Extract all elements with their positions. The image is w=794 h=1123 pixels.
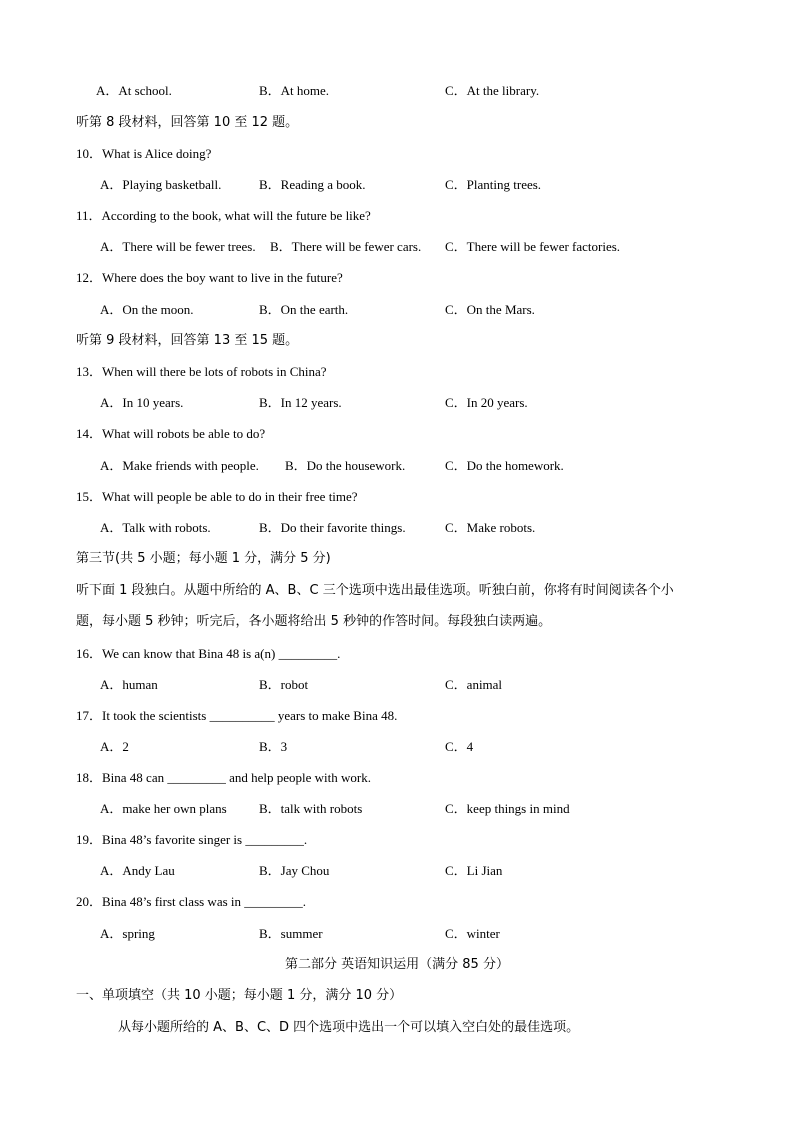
q14-stem: 14．What will robots be able to do? <box>76 426 266 441</box>
q10-option-b: B．Reading a book. <box>259 177 366 192</box>
q20-stem: 20．Bina 48’s first class was in _________. <box>76 894 307 909</box>
q18-stem: 18．Bina 48 can _________ and help people with work. <box>76 770 371 785</box>
q17-option-c: C．4 <box>445 739 474 754</box>
q15-option-b: B．Do their favorite things. <box>259 520 406 535</box>
q10-option-c: C．Planting trees. <box>445 177 542 192</box>
q16-option-b: B．robot <box>259 677 309 692</box>
part3-instructions-line2: 题，每小题 5 秒钟；听完后，各小题将给出 5 秒钟的作答时间。每段独白读两遍。 <box>76 614 552 629</box>
part3-instructions-line1: 听下面 1 段独白。从题中所给的 A、B、C 三个选项中选出最佳选项。听独白前，你将有时间阅读各个小 <box>76 583 674 598</box>
q11-stem: 11．According to the book, what will the future be like? <box>76 208 371 223</box>
section9-intro: 听第 9 段材料，回答第 13 至 15 题。 <box>76 333 299 348</box>
part3-header: 第三节(共 5 小题；每小题 1 分，满分 5 分) <box>76 551 331 566</box>
q12-stem: 12．Where does the boy want to live in the future? <box>76 270 343 285</box>
q20-option-b: B．summer <box>259 926 323 941</box>
q13-option-b: B．In 12 years. <box>259 395 342 410</box>
q18-option-a: A．make her own plans <box>100 801 227 816</box>
q17-stem: 17．It took the scientists __________ years to make Bina 48. <box>76 708 398 723</box>
q19-option-b: B．Jay Chou <box>259 863 330 878</box>
q13-option-a: A．In 10 years. <box>100 395 184 410</box>
part2-title: 第二部分 英语知识运用（满分 85 分） <box>285 957 509 972</box>
q17-option-b: B．3 <box>259 739 288 754</box>
q20-option-a: A．spring <box>100 926 155 941</box>
section1-instructions: 从每小题所给的 A、B、C、D 四个选项中选出一个可以填入空白处的最佳选项。 <box>118 1020 580 1035</box>
q9-option-a: A．At school. <box>96 83 172 98</box>
q18-option-b: B．talk with robots <box>259 801 363 816</box>
q16-option-a: A．human <box>100 677 158 692</box>
section8-intro: 听第 8 段材料，回答第 10 至 12 题。 <box>76 115 299 130</box>
q19-option-a: A．Andy Lau <box>100 863 175 878</box>
q10-stem: 10．What is Alice doing? <box>76 146 212 161</box>
q15-option-c: C．Make robots. <box>445 520 536 535</box>
q13-option-c: C．In 20 years. <box>445 395 528 410</box>
q18-option-c: C．keep things in mind <box>445 801 570 816</box>
q15-option-a: A．Talk with robots. <box>100 520 211 535</box>
section1-header: 一、单项填空（共 10 小题；每小题 1 分，满分 10 分） <box>76 988 403 1003</box>
q15-stem: 15．What will people be able to do in their free time? <box>76 489 358 504</box>
q13-stem: 13．When will there be lots of robots in China? <box>76 364 327 379</box>
q17-option-a: A．2 <box>100 739 129 754</box>
q19-option-c: C．Li Jian <box>445 863 503 878</box>
q16-option-c: C．animal <box>445 677 503 692</box>
q9-option-c: C．At the library. <box>445 83 540 98</box>
q14-option-c: C．Do the homework. <box>445 458 564 473</box>
q12-option-b: B．On the earth. <box>259 302 349 317</box>
q14-option-a: A．Make friends with people. <box>100 458 259 473</box>
q19-stem: 19．Bina 48’s favorite singer is _________. <box>76 832 308 847</box>
q12-option-a: A．On the moon. <box>100 302 194 317</box>
q9-option-b: B．At home. <box>259 83 330 98</box>
q16-stem: 16．We can know that Bina 48 is a(n) _________. <box>76 646 341 661</box>
q11-option-c: C．There will be fewer factories. <box>445 239 621 254</box>
q14-option-b: B．Do the housework. <box>285 458 406 473</box>
q10-option-a: A．Playing basketball. <box>100 177 222 192</box>
q20-option-c: C．winter <box>445 926 500 941</box>
q11-option-b: B．There will be fewer cars. <box>270 239 422 254</box>
q12-option-c: C．On the Mars. <box>445 302 535 317</box>
q11-option-a: A．There will be fewer trees. <box>100 239 256 254</box>
